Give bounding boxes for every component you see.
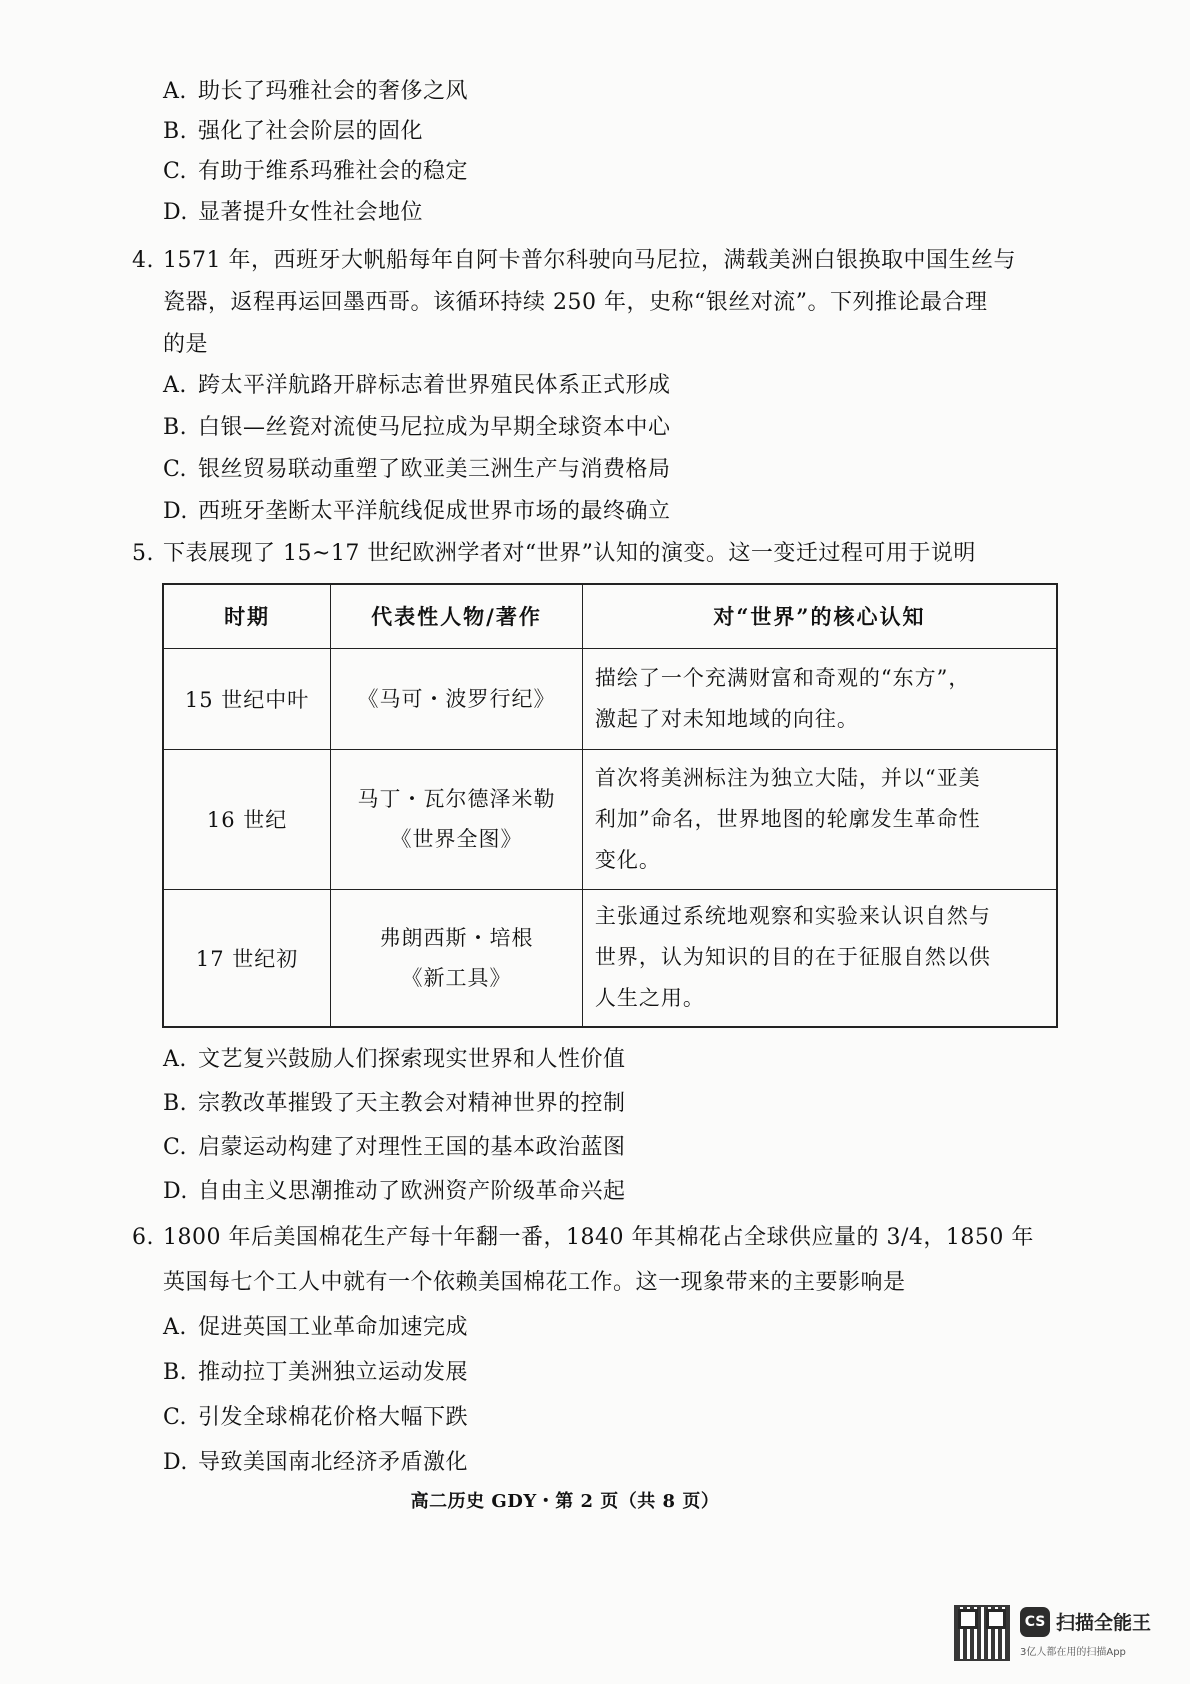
row-work: 《马可・波罗行纪》 [331, 648, 583, 749]
q6-stem-line-1: 6. 1800 年后美国棉花生产每十年翻一番，1840 年其棉花占全球供应量的 3/4，1850 年 [132, 1223, 1034, 1253]
q4-number: 4. [132, 248, 154, 273]
table-row [163, 648, 1057, 749]
q5-option-c: C. 启蒙运动构建了对理性王国的基本政治蓝图 [163, 1135, 626, 1160]
q6-option-b: B. 推动拉丁美洲独立运动发展 [163, 1360, 469, 1385]
camscanner-logo: CS [1020, 1607, 1050, 1637]
q3-option-d: D. 显著提升女性社会地位 [163, 200, 424, 225]
table-header-row [163, 584, 1057, 648]
camscanner-tagline: 3亿人都在用的扫描App [1020, 1647, 1126, 1658]
row-period: 17 世纪初 [163, 889, 331, 1027]
worldview-table [162, 583, 1058, 1028]
q5-number: 5. [132, 541, 154, 566]
page-footer: 高二历史 GDY・第 2 页（共 8 页） [410, 1491, 720, 1512]
table-row [163, 889, 1057, 1027]
q5-stem: 5. 下表展现了 15~17 世纪欧洲学者对“世界”认知的演变。这一变迁过程可用于说明 [132, 539, 976, 569]
q4-option-a: A. 跨太平洋航路开辟标志着世界殖民体系正式形成 [163, 373, 671, 398]
q5-option-d: D. 自由主义思潮推动了欧洲资产阶级革命兴起 [163, 1179, 626, 1204]
q5-option-a: A. 文艺复兴鼓励人们探索现实世界和人性价值 [163, 1047, 626, 1072]
header-work: 代表性人物/著作 [331, 584, 583, 648]
row-view: 描绘了一个充满财富和奇观的“东方”， 激起了对未知地域的向往。 [582, 648, 1057, 749]
q6-option-d: D. 导致美国南北经济矛盾激化 [163, 1450, 469, 1475]
header-period: 时期 [163, 584, 331, 648]
q4-stem-line-3: 的是 [163, 332, 209, 357]
q4-option-d: D. 西班牙垄断太平洋航线促成世界市场的最终确立 [163, 499, 671, 524]
q6-option-a: A. 促进英国工业革命加速完成 [163, 1315, 469, 1340]
q4-stem-line-1: 4. 1571 年，西班牙大帆船每年自阿卡普尔科驶向马尼拉，满载美洲白银换取中国生丝与 [132, 246, 1016, 276]
row-period: 16 世纪 [163, 749, 331, 889]
row-period: 15 世纪中叶 [163, 648, 331, 749]
q3-option-a: A. 助长了玛雅社会的奢侈之风 [163, 79, 469, 104]
header-view: 对“世界”的核心认知 [582, 584, 1057, 648]
row-view: 首次将美洲标注为独立大陆，并以“亚美 利加”命名，世界地图的轮廓发生革命性 变化。 [582, 749, 1057, 889]
q5-option-b: B. 宗教改革摧毁了天主教会对精神世界的控制 [163, 1091, 626, 1116]
scanner-watermark [954, 1605, 1170, 1665]
q6-stem-line-2: 英国每七个工人中就有一个依赖美国棉花工作。这一现象带来的主要影响是 [163, 1270, 906, 1295]
q6-option-c: C. 引发全球棉花价格大幅下跌 [163, 1405, 469, 1430]
q4-option-b: B. 白银—丝瓷对流使马尼拉成为早期全球资本中心 [163, 415, 671, 440]
q3-option-b: B. 强化了社会阶层的固化 [163, 119, 424, 144]
q4-stem-line-2: 瓷器，返程再运回墨西哥。该循环持续 250 年，史称“银丝对流”。下列推论最合理 [163, 290, 988, 315]
q4-option-c: C. 银丝贸易联动重塑了欧亚美三洲生产与消费格局 [163, 457, 671, 482]
row-work: 马丁・瓦尔德泽米勒 《世界全图》 [331, 749, 583, 889]
row-view: 主张通过系统地观察和实验来认识自然与 世界，认为知识的目的在于征服自然以供 人生之用。 [582, 889, 1057, 1027]
q6-number: 6. [132, 1225, 154, 1250]
qr-code-icon [954, 1605, 1010, 1661]
row-work: 弗朗西斯・培根 《新工具》 [331, 889, 583, 1027]
camscanner-name: 扫描全能王 [1056, 1612, 1152, 1634]
table-row [163, 749, 1057, 889]
q3-option-c: C. 有助于维系玛雅社会的稳定 [163, 159, 469, 184]
